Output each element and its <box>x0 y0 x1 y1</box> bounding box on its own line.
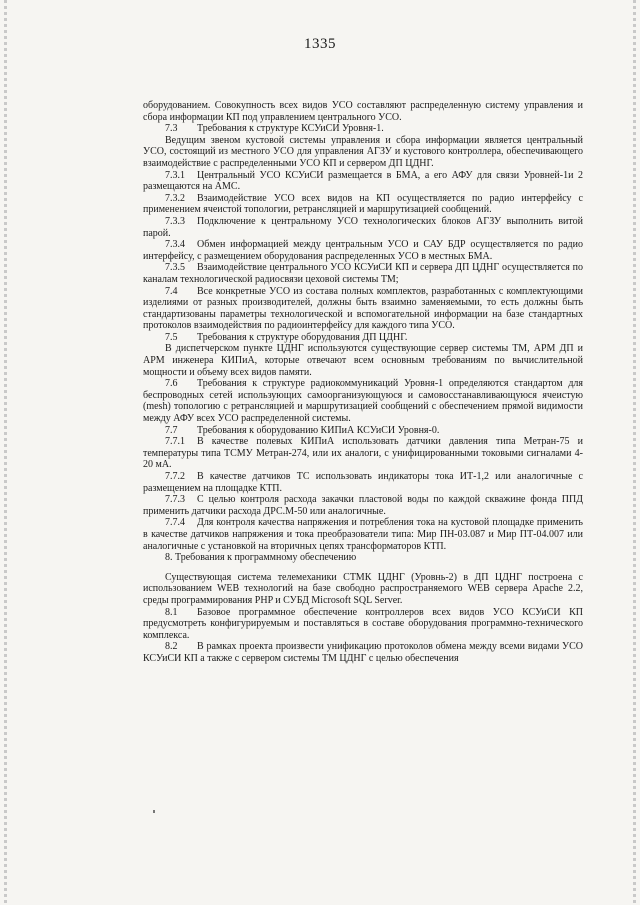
paragraph-text: Обмен информацией между центральным УСО и САУ БДР осуществляется по радио интерфейсу, с размещением оборудования распределенных УСО в местных БМА. <box>143 239 583 262</box>
paragraph <box>143 517 583 552</box>
paragraph-text: Базовое программное обеспечение контроллеров всех видов УСО КСУиСИ КП предусмотреть конфигурируемым и поставляться в составе оборудования программно-технического комплекса. <box>143 606 583 641</box>
paragraph <box>143 123 583 135</box>
paragraph-text: оборудованием. Совокупность всех видов УСО составляют распределенную систему управления и сбора информации КП под управлением центрального УСО. <box>143 100 583 123</box>
section-number: 7.3.4 <box>165 239 185 251</box>
paragraph <box>143 378 583 424</box>
scan-edge-left <box>4 0 7 905</box>
section-number: 7.3 <box>165 123 178 135</box>
paragraph <box>143 494 583 517</box>
paragraph <box>143 170 583 193</box>
paragraph <box>143 641 583 664</box>
paragraph-text: Подключение к центральному УСО технологических блоков АГЗУ выполнить витой парой. <box>143 215 583 239</box>
paragraph-text: Ведущим звеном кустовой системы управления и сбора информации является центральный УСО, состоящий из местного УСО для управления АГЗУ и кустового контроллера, обеспечивающего взаимодействие с распределенными УСО КП и сервером ДП ЦДНГ. <box>143 134 583 169</box>
paragraph-text: Требования к структуре радиокоммуникаций Уровня-1 определяются стандартом для беспроводных сетей использующих самоорганизующуюся и самовосстанавливающуюся ячеистую (mesh) топологию с ретрансляцией и маршрутизацией сообщений с обеспечением прямой видимости между АФУ всех УСО распределенной системы. <box>143 378 583 425</box>
section-number: 7.6 <box>165 378 178 390</box>
section-number: 7.3.5 <box>165 262 185 274</box>
scan-edge-right <box>633 0 636 905</box>
section-number: 7.7 <box>165 424 178 436</box>
page-number: 1335 <box>304 36 336 52</box>
paragraph-text: В качестве полевых КИПиА использовать датчики давления типа Метран-75 и температуры типа ТСМУ Метран-274, или их аналоги, с унифицированными токовыми сигналами 4-20 мА. <box>143 436 583 471</box>
paragraph-text: Взаимодействие центрального УСО КСУиСИ КП и сервера ДП ЦДНГ осуществляется по каналам технологической радиосвязи цеховой системы ТМ; <box>143 262 583 285</box>
section-number: 7.4 <box>165 285 178 297</box>
paragraph-text: В качестве датчиков ТС использовать индикаторы тока ИТ-1,2 или аналогичные с размещением на площадке КТП. <box>143 471 583 494</box>
paragraph-text: Для контроля качества напряжения и потребления тока на кустовой площадке применить в качестве датчиков напряжения и тока преобразователи типа: Мир ПН-03.087 и Мир ПТ-04.007 или аналогичные с установкой на вторичных цепях трансформаторов КТП. <box>143 517 583 552</box>
paragraph-text: В диспетчерском пункте ЦДНГ используются существующие сервер системы ТМ, АРМ ДП и АРМ инженера КИПиА, которые отвечают всем основным требованиям по вычислительной мощности и объему всех видов памяти. <box>143 343 583 378</box>
section-number: 7.5 <box>165 331 178 343</box>
paragraph <box>143 216 583 239</box>
paragraph <box>143 332 583 344</box>
paragraph <box>143 239 583 262</box>
paragraph <box>143 552 583 564</box>
paragraph <box>143 425 583 437</box>
paragraph <box>143 572 583 607</box>
scan-artifact <box>153 810 155 813</box>
paragraph-text: Требования к структуре оборудования ДП ЦДНГ. <box>197 331 408 343</box>
paragraph-text: Требования к структуре КСУиСИ Уровня-1. <box>197 123 384 135</box>
section-number: 7.7.4 <box>165 517 185 529</box>
section-number: 7.3.2 <box>165 192 185 204</box>
paragraph-text: Требования к оборудованию КИПиА КСУиСИ Уровня-0. <box>197 424 440 436</box>
paragraph <box>143 262 583 285</box>
paragraph <box>143 193 583 216</box>
paragraph <box>143 100 583 123</box>
paragraph-text: Существующая система телемеханики СТМК ЦДНГ (Уровнь-2) в ДП ЦДНГ построена с использованием WEB технологий на базе свободно распространяемого WEB сервера Apache 2.2, среды программирования PHP и СУБД Microsoft SQL Server. <box>143 571 583 606</box>
paragraph <box>143 286 583 332</box>
paragraph-text: Все конкретные УСО из состава полных комплектов, разработанных с комплектующими изделиями от разных производителей, должны быть взаимно заменяемыми, то есть должны быть стандартизованы параметры технологической и вспомогательной информации на базе стандартных протоколов взаимодействия по радиоинтерфейсу для каждого типа УСО. <box>143 285 583 332</box>
section-number: 7.7.1 <box>165 436 185 448</box>
section-number: 7.3.1 <box>165 169 185 181</box>
paragraph <box>143 471 583 494</box>
section-number: 8.1 <box>165 606 178 618</box>
document-body <box>143 100 583 665</box>
paragraph <box>143 436 583 471</box>
paragraph-text: Центральный УСО КСУиСИ размещается в БМА, а его АФУ для связи Уровней-1и 2 размещаются на АМС. <box>143 169 583 193</box>
section-number: 8.2 <box>165 641 178 653</box>
paragraph-text: С целью контроля расхода закачки пластовой воды по каждой скважине фонда ППД применить датчики расхода ДРС.М-50 или аналогичные. <box>143 494 583 517</box>
section-number: 7.7.2 <box>165 471 185 482</box>
paragraph <box>143 343 583 378</box>
paragraph-text: Взаимодействие УСО всех видов на КП осуществляется по радио интерфейсу с применением ячеистой топологии, ретрансляцией и маршрутизацией сообщений. <box>143 192 583 216</box>
paragraph-text: В рамках проекта произвести унификацию протоколов обмена между всеми видами УСО КСУиСИ КП а также с сервером системы ТМ ЦДНГ с целью обеспечения <box>143 641 583 664</box>
paragraph <box>143 135 583 170</box>
section-number: 7.3.3 <box>165 215 185 227</box>
section-number: 7.7.3 <box>165 494 185 506</box>
paragraph <box>143 607 583 642</box>
paragraph-text: 8. Требования к программному обеспечению <box>165 552 357 564</box>
